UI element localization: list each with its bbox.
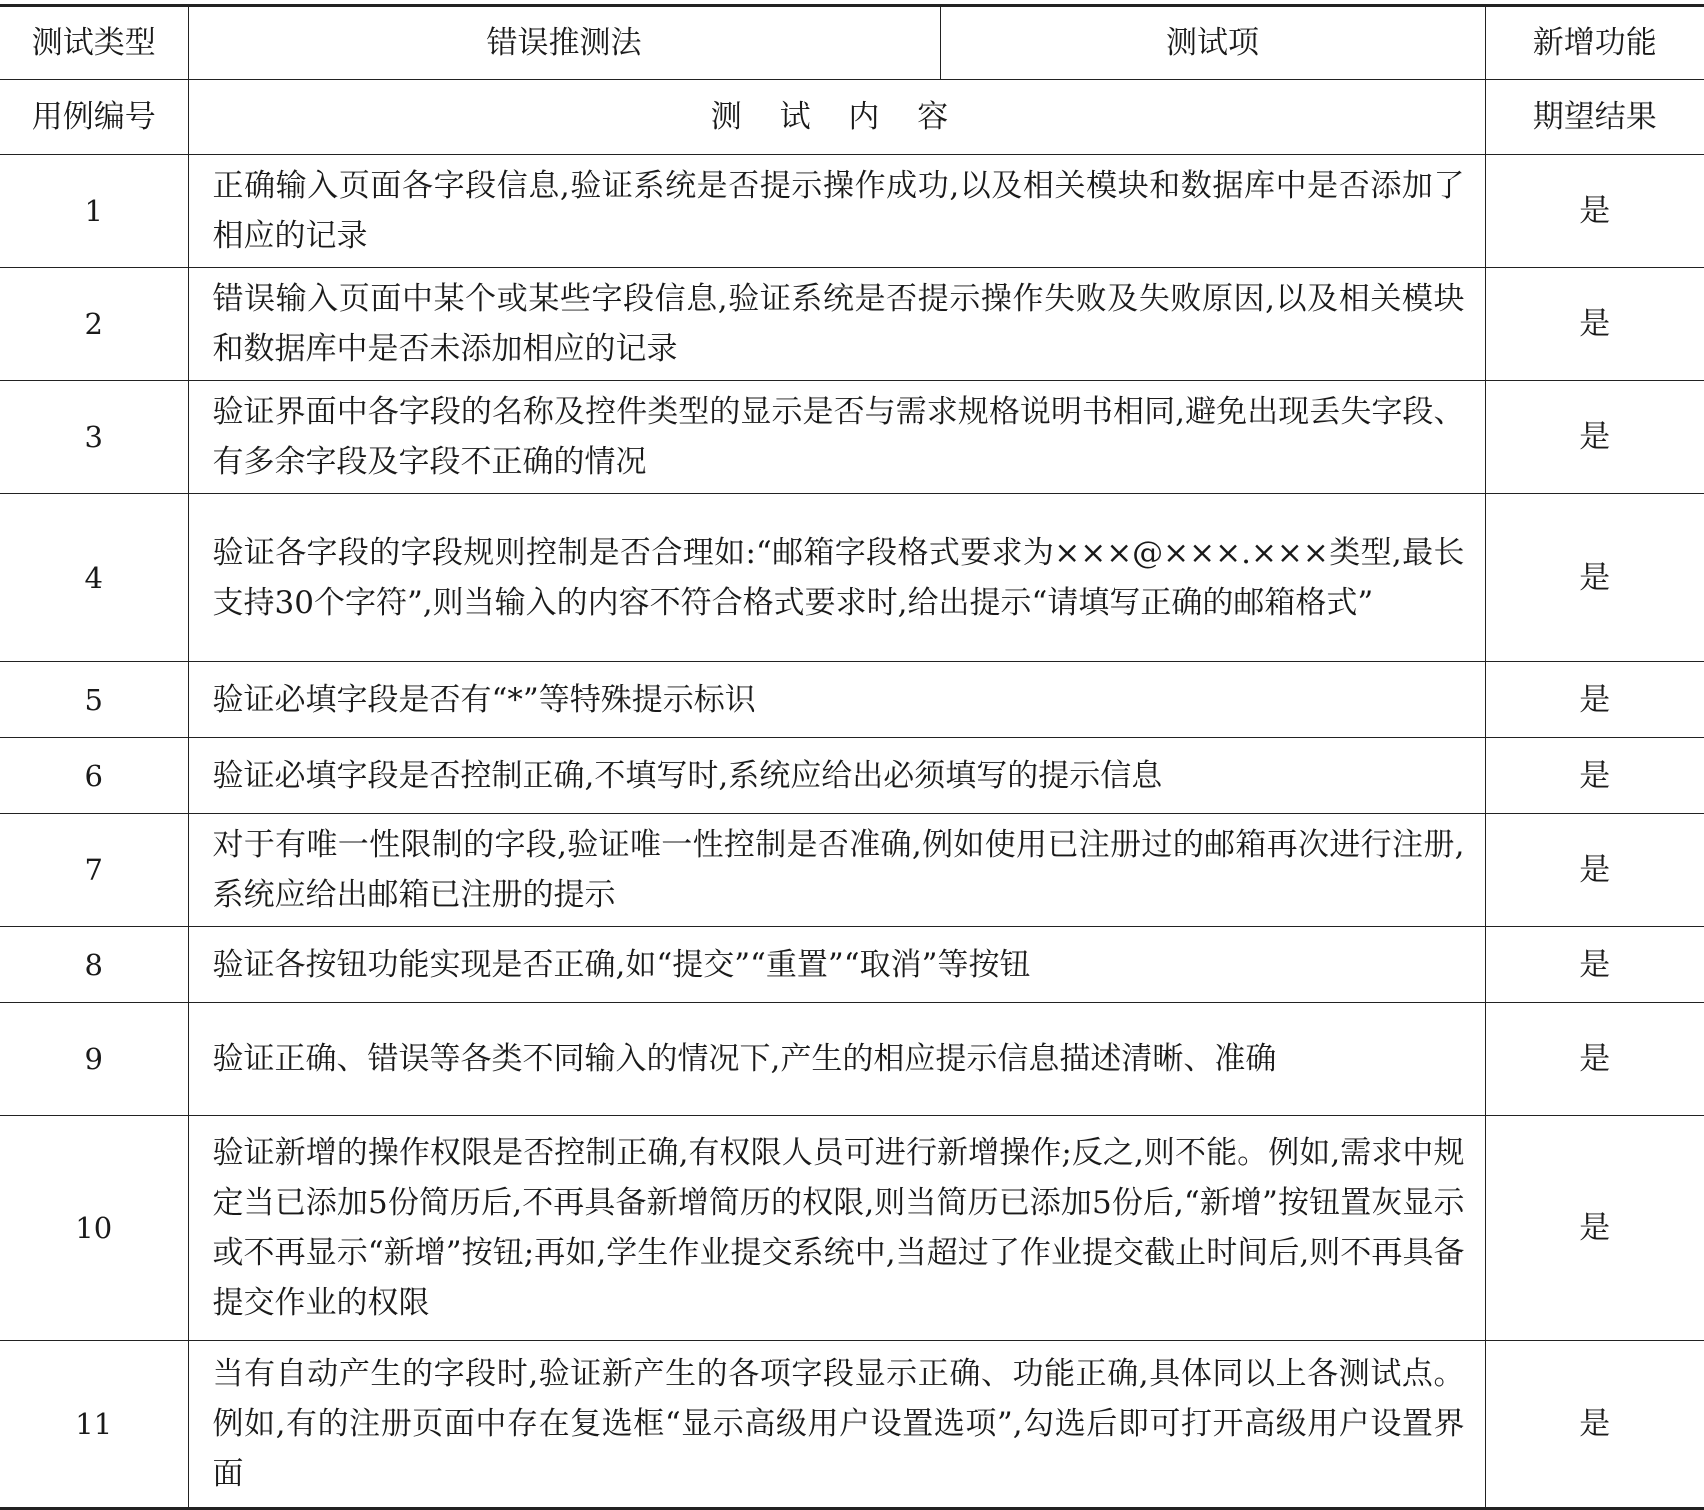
expected-result-header: 期望结果 [1485,80,1704,155]
header-row-columns [0,80,1704,155]
table-row [0,1003,1704,1116]
test-item-label: 测试项 [940,6,1485,80]
table-row [0,381,1704,494]
case-content: 验证必填字段是否控制正确,不填写时,系统应给出必须填写的提示信息 [188,738,1485,814]
case-result: 是 [1485,927,1704,1003]
table-row [0,662,1704,738]
case-id: 6 [0,738,188,814]
case-result: 是 [1485,1116,1704,1341]
case-result: 是 [1485,381,1704,494]
table-row [0,1341,1704,1509]
case-id: 8 [0,927,188,1003]
table-row [0,494,1704,662]
header-row-test-type [0,6,1704,80]
case-content: 验证各按钮功能实现是否正确,如“提交”“重置”“取消”等按钮 [188,927,1485,1003]
table-row [0,814,1704,927]
case-id: 11 [0,1341,188,1509]
case-content: 验证界面中各字段的名称及控件类型的显示是否与需求规格说明书相同,避免出现丢失字段、有多余字段及字段不正确的情况 [188,381,1485,494]
case-content: 验证必填字段是否有“*”等特殊提示标识 [188,662,1485,738]
case-result: 是 [1485,494,1704,662]
test-content-header: 测 试 内 容 [188,80,1485,155]
case-id: 2 [0,268,188,381]
case-result: 是 [1485,662,1704,738]
case-content: 验证正确、错误等各类不同输入的情况下,产生的相应提示信息描述清晰、准确 [188,1003,1485,1116]
case-id: 1 [0,155,188,268]
case-result: 是 [1485,268,1704,381]
case-id: 10 [0,1116,188,1341]
case-content: 验证新增的操作权限是否控制正确,有权限人员可进行新增操作;反之,则不能。例如,需求中规定当已添加5份简历后,不再具备新增简历的权限,则当简历已添加5份后,“新增”按钮置灰显示或不再显示“新增”按钮;再如,学生作业提交系统中,当超过了作业提交截止时间后,则不再具备提交作业的权限 [188,1116,1485,1341]
case-result: 是 [1485,1341,1704,1509]
case-id: 9 [0,1003,188,1116]
case-content: 当有自动产生的字段时,验证新产生的各项字段显示正确、功能正确,具体同以上各测试点。例如,有的注册页面中存在复选框“显示高级用户设置选项”,勾选后即可打开高级用户设置界面 [188,1341,1485,1509]
case-id: 4 [0,494,188,662]
table-row [0,268,1704,381]
case-id-header: 用例编号 [0,80,188,155]
case-id: 3 [0,381,188,494]
table-row [0,155,1704,268]
case-id: 7 [0,814,188,927]
case-content: 正确输入页面各字段信息,验证系统是否提示操作成功,以及相关模块和数据库中是否添加了相应的记录 [188,155,1485,268]
case-content: 对于有唯一性限制的字段,验证唯一性控制是否准确,例如使用已注册过的邮箱再次进行注册,系统应给出邮箱已注册的提示 [188,814,1485,927]
table-row [0,738,1704,814]
case-result: 是 [1485,155,1704,268]
table-row [0,1116,1704,1341]
case-result: 是 [1485,814,1704,927]
test-type-label: 测试类型 [0,6,188,80]
test-method: 错误推测法 [188,6,940,80]
case-content: 错误输入页面中某个或某些字段信息,验证系统是否提示操作失败及失败原因,以及相关模块和数据库中是否未添加相应的记录 [188,268,1485,381]
case-result: 是 [1485,1003,1704,1116]
test-case-table [0,4,1704,1510]
case-content: 验证各字段的字段规则控制是否合理如:“邮箱字段格式要求为×××@×××.×××类型,最长支持30个字符”,则当输入的内容不符合格式要求时,给出提示“请填写正确的邮箱格式” [188,494,1485,662]
case-result: 是 [1485,738,1704,814]
test-item-value: 新增功能 [1485,6,1704,80]
case-id: 5 [0,662,188,738]
table-row [0,927,1704,1003]
